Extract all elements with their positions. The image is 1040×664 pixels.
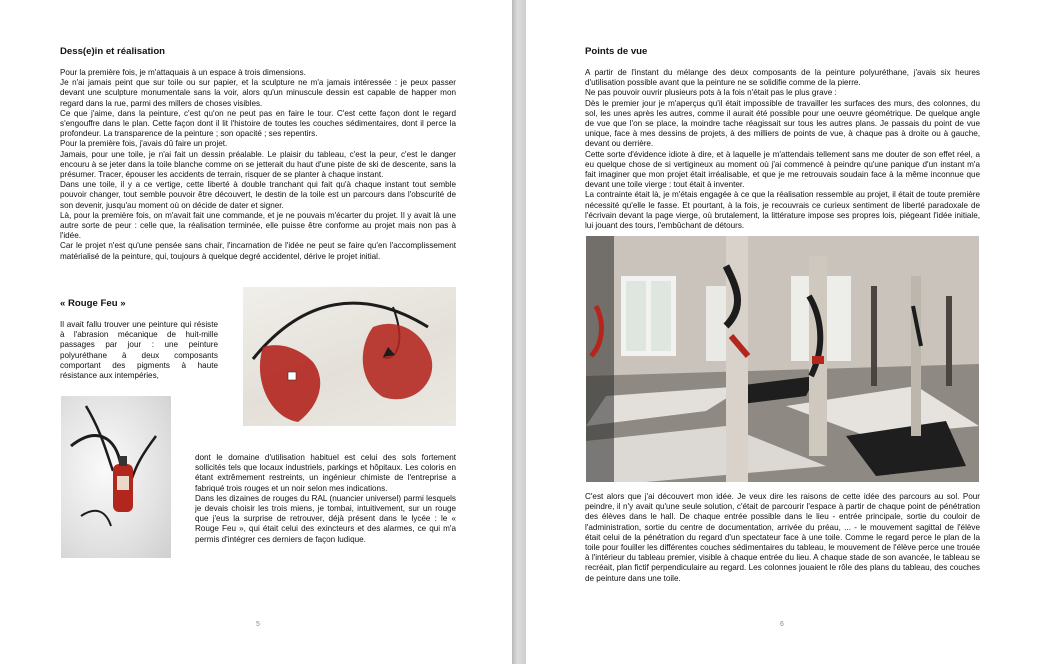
body-text: [585, 68, 980, 231]
paragraph: Pour la première fois, j'avais dû faire un projet.: [60, 139, 228, 149]
paragraph: Jamais, pour une toile, je n'ai fait un dessin préalable. Le plaisir du tableau, c'est la peur, c'est le danger encouru à se jeter dans la toile blanche comme on se jetterait du haut d'une piste de ski de descente, sans la présumer. Tracer, épouser les accidents de terrain, risquer de se planter à chaque instant.: [60, 149, 456, 180]
fire-extinguisher-image: [61, 396, 171, 558]
paragraph: Il avait fallu trouver une peinture qui résiste à l'abrasion mécanique de huit-mille passages par jour : une peinture polyuréthane à deux composants comportant des pigments à haute résistance aux intempéries,: [60, 320, 218, 381]
page-heading: Points de vue: [585, 46, 648, 57]
rouge-intro-text: [60, 320, 218, 381]
paragraph: Je n'ai jamais peint que sur toile ou sur papier, et la sculpture ne m'a jamais intéressée : je peux passer devant une sculpture monumentale sans la voir, alors qu'un minuscule dessin est capable de happer mon regard dans la rue, parmi des millers de choses visibles.: [60, 78, 456, 108]
paragraph: Dans les dizaines de rouges du RAL (nuancier universel) parmi lesquels je devais choisir les trois miens, je tombai, intuitivement, sur un rouge que j'eus la surprise de retrouver, déjà présent dans le lycée : le « Rouge Feu », qui était celui des exincteurs et des alarmes, ce qui m'a permis d'intégrer ces derniers de façon ludique.: [195, 493, 456, 544]
section-heading: « Rouge Feu »: [60, 298, 126, 309]
page-heading: Dess(e)in et réalisation: [60, 46, 166, 57]
page-number: 6: [780, 621, 784, 628]
paragraph: Là, pour la première fois, on m'avait fait une commande, et je ne pouvais m'écarter du projet. Il y avait là une autre sorte de peur : celle que, la réalisation terminée, elle puisse être conforme au projet mais non pas à l'idée.: [60, 210, 456, 241]
body-text: [60, 68, 456, 262]
paragraph: A partir de l'instant du mélange des deux composants de la peinture polyuréthane, j'avais six heures d'utilisation possible avant que la peinture ne se solidifie comme de la pierre.: [585, 68, 980, 88]
painted-hall-photo: [586, 236, 979, 482]
paragraph: La contrainte était là, je m'étais engagée à ce que la réalisation ressemble au projet, il était de toute première nécessité qu'elle le fasse. Et pourtant, à la fois, je recouvrais ce curieux sentiment de liberté paradoxale de l'écrivain devant la page vierge, où brutalement, la littérature impose ses propres lois, piégeant l'idée initiale, lui jouant des tours, l'embûchant de détours.: [585, 190, 980, 231]
rouge-feu-painting-image: [243, 287, 456, 426]
paragraph: C'est alors que j'ai découvert mon idée. Je veux dire les raisons de cette idée des parcours au sol. Pour peindre, il n'y avait qu'une seule solution, c'était de parcourir l'espace à partir de chaque point de pénétration des élèves dans le hall. De chaque entrée possible dans le lieu - entrée principale, sortie du couloir de l'administration, sortie du centre de documentation, arrivée du préau, ... - le mouvement sagittal de l'élève était celui de la pénétration du regard d'un spectateur face à une toile. Comme le regard perce le plan de la toile pour fouiller les différentes couches sédimentaires du tableau, le mouvement de l'élève perce une trouée à l'intérieur du tableau premier, visible à chaque entrée du lieu. A chaque stade de son avancée, le tableau se recréait, plan fictif perpendiculaire au regard. Les colonnes jouaient le rôle des plans du tableau, des couches de peinture dans une toile.: [585, 492, 980, 583]
paragraph: Dès le premier jour je m'aperçus qu'il était impossible de travailler les surfaces des murs, des colonnes, du sol, les unes après les autres, comme il aurait été possible pour une oeuvre géométrique. De quelque angle de vue que l'on se place, la moindre tache réagissait sur tous les autres plans. Je passais du point de vue unique, face à mes dessins de projets, à des milliers de points de vue, à chaque pas à droite ou à gauche, devant ou derrière.: [585, 98, 980, 149]
page-number: 5: [256, 621, 260, 628]
paragraph: Cette sorte d'évidence idiote à dire, et à laquelle je m'attendais tellement sans me douter de son effet réel, a eu quelque chose de si vertigineux au moment où j'ai commencé à peindre qu'une panique d'un instant m'a fait imaginer que mon projet était irréalisable, et que je me retrouvais soudain face à la même inconnue que devant une toile vierge : tout était à inventer.: [585, 149, 980, 190]
paragraph: dont le domaine d'utilisation habituel est celui des sols fortement sollicités tels que locaux industriels, parkings et hôpitaux. Les coloris en étant extrêmement restreints, un ingénieur chimiste de l'entreprise a fabriqué trois rouges et un noir selon mes indications.: [195, 453, 456, 493]
paragraph: Ce que j'aime, dans la peinture, c'est qu'on ne peut pas en faire le tour. C'est cette façon dont le regard s'engouffre dans le plan. Cette façon dont il lit l'histoire de toutes les couches sédimentaires, dont il perce la profondeur. La transparence de la peinture ; son opacité ; ses repentirs.: [60, 108, 456, 139]
rouge-continued-text: [195, 453, 456, 545]
after-photo-text: [585, 492, 980, 584]
paragraph: Car le projet n'est qu'une pensée sans chair, l'incarnation de l'idée ne peut se faire qu'en l'accomplissement matérialisé de la peinture, qui, toujours à quelque degré accidentel, dérive le projet initial.: [60, 241, 456, 261]
paragraph: Ne pas pouvoir ouvrir plusieurs pots à la fois n'était pas le plus grave :: [585, 88, 837, 98]
paragraph: Dans une toile, il y a ce vertige, cette liberté à double tranchant qui fait qu'à chaque instant tout semble pouvoir changer, tout semble pouvoir être découvert, le destin de la toile est un parcours dans l'obscurité de son devenir, jusqu'au moment où on décide de dater et signer.: [60, 180, 456, 210]
page-gutter: [512, 0, 526, 664]
paragraph: Pour la première fois, je m'attaquais à un espace à trois dimensions.: [60, 68, 306, 77]
